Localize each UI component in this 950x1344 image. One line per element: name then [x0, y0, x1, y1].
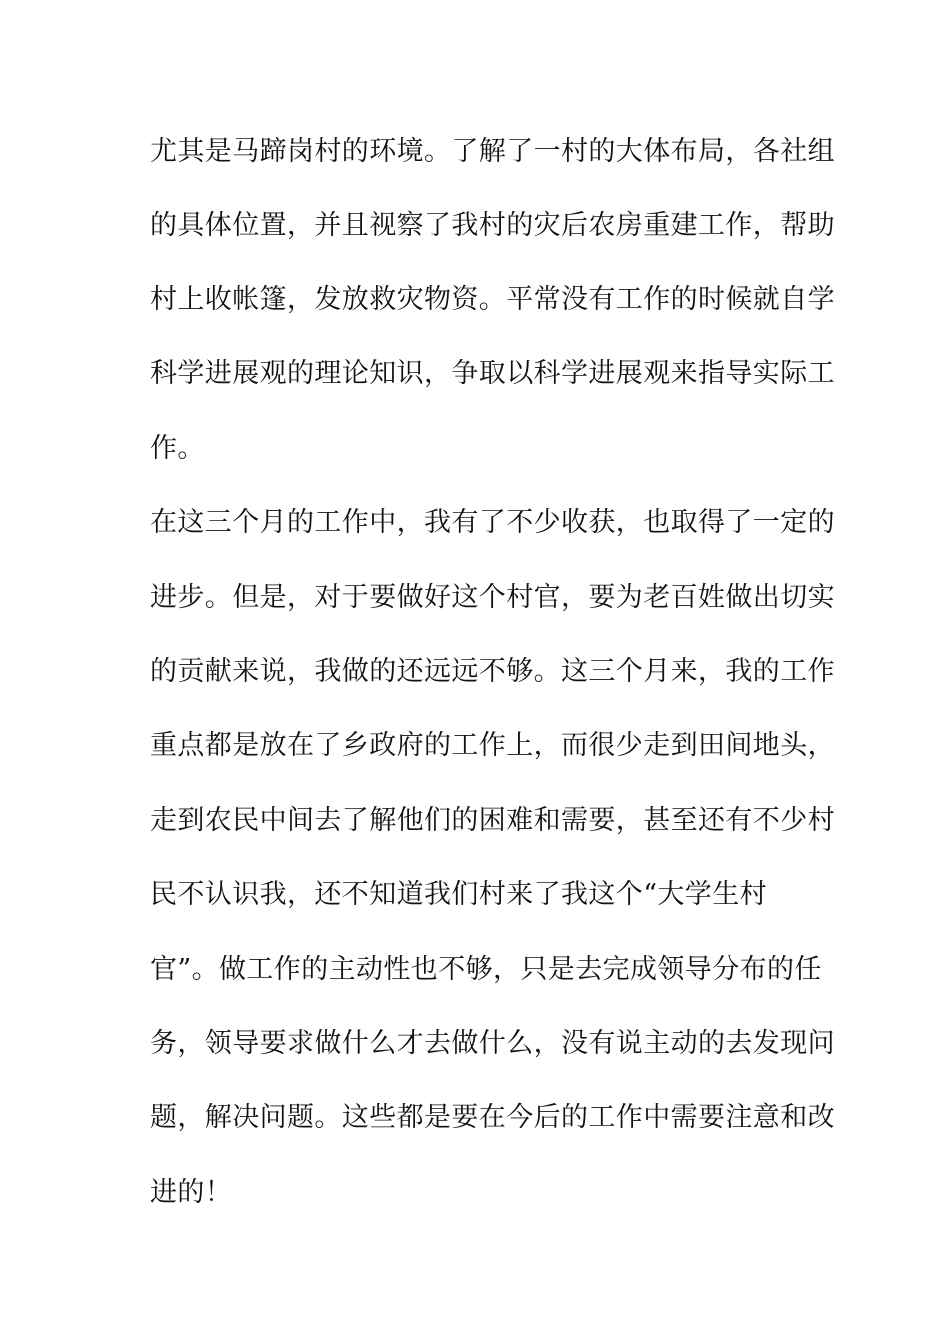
text-line: 科学进展观的理论知识，争取以科学进展观来指导实际工: [150, 358, 835, 389]
text-line: 进的！: [150, 1177, 233, 1208]
text-line: 重点都是放在了乡政府的工作上，而很少走到田间地头，: [150, 730, 835, 761]
text-line: 村上收帐篷，发放救灾物资。平常没有工作的时候就自学: [150, 284, 835, 315]
text-line: 民不认识我，还不知道我们村来了我这个“大学生村: [150, 879, 768, 910]
text-line: 务，领导要求做什么才去做什么，没有说主动的去发现问: [150, 1028, 835, 1059]
text-line: 进步。但是，对于要做好这个村官，要为老百姓做出切实: [150, 582, 835, 613]
text-line: 作。: [150, 433, 205, 464]
text-line: 在这三个月的工作中，我有了不少收获，也取得了一定的: [150, 507, 835, 538]
text-line: 尤其是马蹄岗村的环境。了解了一村的大体布局，各社组: [150, 136, 835, 167]
text-line: 的贡献来说，我做的还远远不够。这三个月来，我的工作: [150, 656, 835, 687]
text-line: 官”。做工作的主动性也不够，只是去完成领导分布的任: [150, 954, 822, 985]
text-line: 的具体位置，并且视察了我村的灾后农房重建工作，帮助: [150, 210, 835, 241]
text-line: 题，解决问题。这些都是要在今后的工作中需要注意和改: [150, 1102, 835, 1133]
text-line: 走到农民中间去了解他们的困难和需要，甚至还有不少村: [150, 805, 835, 836]
